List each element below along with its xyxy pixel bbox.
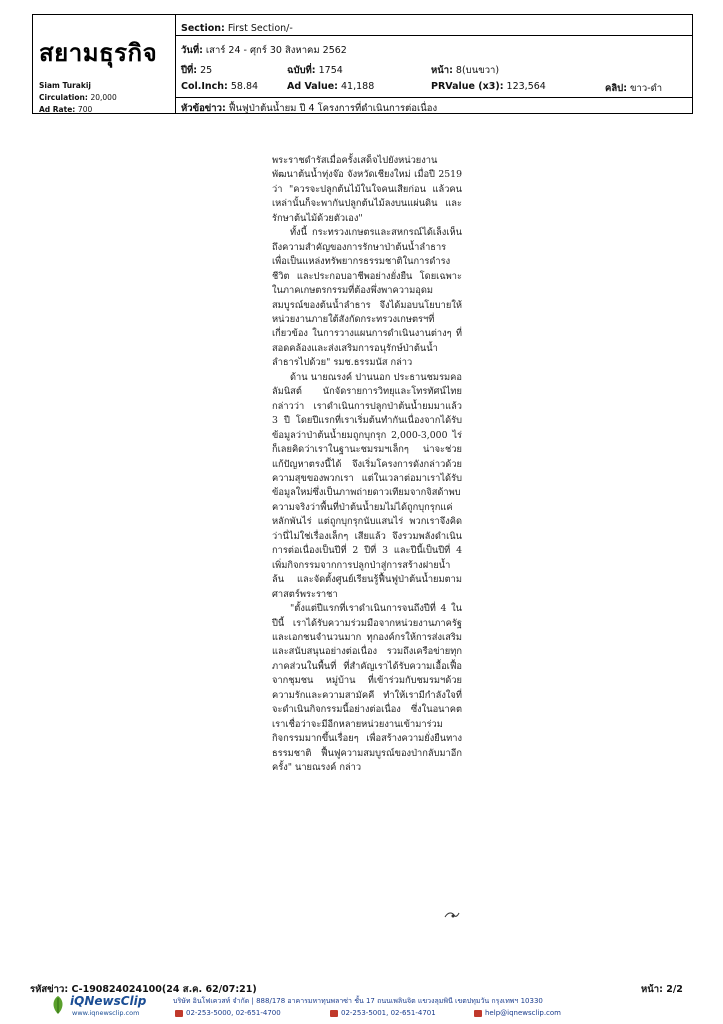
prvalue-label: PRValue (x3): bbox=[431, 81, 504, 92]
iqnewsclip-logo bbox=[48, 994, 168, 1020]
brand-name: iQNewsClip bbox=[70, 994, 147, 1008]
header-divider bbox=[175, 35, 692, 36]
article-body bbox=[272, 154, 462, 775]
headline-label: หัวข้อข่าว: bbox=[181, 103, 226, 114]
clip-label: คลิป: bbox=[605, 83, 628, 94]
year-label: ปีที่: bbox=[181, 65, 198, 76]
end-mark-icon bbox=[444, 910, 460, 923]
leaf-icon bbox=[48, 994, 68, 1016]
phone-value: 02-253-5000, 02-651-4700 bbox=[186, 1009, 281, 1017]
headline-value: ฟื้นฟูป่าต้นน้ำยม ปี 4 โครงการที่ดำเนินการต่อเนื่อง bbox=[228, 103, 438, 114]
issue-label: ฉบับที่: bbox=[287, 65, 316, 76]
section-row bbox=[181, 23, 293, 34]
page-info bbox=[431, 63, 499, 78]
publication-logo-cell bbox=[33, 15, 176, 114]
advalue-info bbox=[287, 81, 374, 92]
section-label: Section: bbox=[181, 23, 225, 34]
article-paragraph: ทั้งนี้ กระทรวงเกษตรและสหกรณ์ได้เล็งเห็นถึงความสำคัญของการรักษาป่าต้นน้ำลำธาร เพื่อเป็นแหล่งทรัพยากรธรรมชาติในการดำรงชีวิต และประกอบอาชีพอย่างยั่งยืน โดยเฉพาะในภาคเกษตรกรรมที่ต้องพึ่งพาความอุดมสมบูรณ์ของต้นน้ำลำธาร จึงได้มอบนโยบายให้หน่วยงานภายใต้สังกัดกระทรวงเกษตรฯที่เกี่ยวข้อง ในการวางแผนการดำเนินงานต่างๆ ที่สอดคล้องและส่งเสริมการอนุรักษ์ป่าต้นน้ำลำธารไปด้วย" รมช.ธรรมนัส กล่าว bbox=[272, 227, 462, 369]
page-counter-label: หน้า: bbox=[641, 984, 663, 995]
email-value[interactable]: help@iqnewsclip.com bbox=[485, 1009, 561, 1017]
fax-value: 02-253-5001, 02-651-4701 bbox=[341, 1009, 436, 1017]
headline-row bbox=[181, 101, 437, 116]
date-row bbox=[181, 43, 347, 58]
article-paragraph: พระราชดำรัสเมื่อครั้งเสด็จไปยังหน่วยงานพัฒนาต้นน้ำทุ่งจ๊อ จังหวัดเชียงใหม่ เมื่อปี 2519 ว่า "ควรจะปลูกต้นไม้ในใจคนเสียก่อน แล้วคนเหล่านั้นก็จะพากันปลูกต้นไม้ลงบนแผ่นดิน และรักษาต้นไม้ด้วยตัวเอง" bbox=[272, 155, 462, 224]
fax-icon bbox=[330, 1010, 338, 1017]
brand-url: www.iqnewsclip.com bbox=[72, 1009, 140, 1017]
company-address: บริษัท อินโฟเควสท์ จำกัด | 888/178 อาคารมหาทุนพลาซ่า ชั้น 17 ถนนเพลินจิต แขวงลุมพินี เขตปทุมวัน กรุงเทพฯ 10330 bbox=[173, 997, 543, 1005]
year-info bbox=[181, 63, 212, 78]
circulation-info bbox=[39, 93, 117, 102]
article-paragraph: "ตั้งแต่ปีแรกที่เราดำเนินการจนถึงปีที่ 4 ในปีนี้ เราได้รับความร่วมมือจากหน่วยงานภาครัฐและเอกชนจำนวนมาก ทุกองค์กรให้การส่งเสริมและสนับสนุนอย่างต่อเนื่อง รวมถึงเครือข่ายทุกภาคส่วนในพื้นที่ ที่สำคัญเราได้รับความเอื้อเฟื้อจากชุมชน หมู่บ้าน ที่เข้าร่วมกับชมรมฯด้วยความรักและความสามัคคี ทำให้เรามีกำลังใจที่จะดำเนินกิจกรรมนี้อย่างต่อเนื่อง ซึ่งในอนาคตเราเชื่อว่าจะมีอีกหลายหน่วยงานเข้ามาร่วมกิจกรรมมากขึ้นเรื่อยๆ เพื่อสร้างความยั่งยืนทางธรรมชาติ ฟื้นฟูความสมบูรณ์ของป่ากลับมาอีกครั้ง" นายณรงค์ กล่าว bbox=[272, 603, 462, 774]
email-icon bbox=[474, 1010, 482, 1017]
ad-rate-label: Ad Rate: bbox=[39, 105, 76, 114]
phone-icon bbox=[175, 1010, 183, 1017]
ad-rate-info bbox=[39, 105, 92, 114]
colinch-info bbox=[181, 81, 258, 92]
circulation-label: Circulation: bbox=[39, 93, 88, 102]
colinch-label: Col.Inch: bbox=[181, 81, 228, 92]
date-label: วันที่: bbox=[181, 45, 203, 56]
publication-name: Siam Turakij bbox=[39, 81, 91, 90]
date-value: เสาร์ 24 - ศุกร์ 30 สิงหาคม 2562 bbox=[205, 45, 347, 56]
fax-contact bbox=[330, 1009, 436, 1017]
ad-rate-value: 700 bbox=[77, 105, 93, 114]
news-reference-label: รหัสข่าว: bbox=[30, 984, 69, 995]
clip-info bbox=[605, 81, 662, 96]
article-paragraph: ด้าน นายณรงค์ ปานนอก ประธานชมรมคอลัมนิสต์ นักจัดรายการวิทยุและโทรทัศน์ไทย กล่าวว่า เราดำเนินการปลูกป่าต้นน้ำยมมาแล้ว 3 ปี โดยปีแรกที่เราเริ่มต้นทำกันเนื่องจากได้รับข้อมูลว่าป่าต้นน้ำยมถูกบุกรุก 2,000-3,000 ไร่ ก็เลยคิดว่าเราในฐานะชมรมฯเล็กๆ น่าจะช่วยแก้ปัญหาตรงนี้ได้ จึงเริ่มโครงการดังกล่าวด้วยความสุขของพวกเรา แต่ในเวลาต่อมาเราได้รับข้อมูลใหม่ซึ่งเป็นภาพถ่ายดาวเทียมจากจิสด้าพบความจริงว่าพื้นที่ป่าต้นน้ำยมไม่ได้ถูกบุกรุกแค่หลักพันไร่ แต่ถูกบุกรุกนับแสนไร่ พวกเราจึงคิดว่านี่ไม่ใช่เรื่องเล็กๆ เสียแล้ว จึงรวมพลังดำเนินการต่อเนื่องเป็นปีที่ 2 ปีที่ 3 และปีนี้เป็นปีที่ 4 เพิ่มกิจกรรมจากการปลูกป่าสู่การสร้างฝายน้ำล้น และจัดตั้งศูนย์เรียนรู้ฟื้นฟูป่าต้นน้ำยมตามศาสตร์พระราชา bbox=[272, 371, 462, 600]
page-label: หน้า: bbox=[431, 65, 453, 76]
advalue-value: 41,188 bbox=[341, 81, 375, 92]
year-value: 25 bbox=[200, 65, 213, 76]
advalue-label: Ad Value: bbox=[287, 81, 338, 92]
prvalue-info bbox=[431, 81, 546, 92]
header-divider bbox=[175, 97, 692, 98]
clip-value: ขาว-ดำ bbox=[630, 83, 663, 94]
page-counter bbox=[641, 982, 683, 997]
phone-contact bbox=[175, 1009, 281, 1017]
issue-info bbox=[287, 63, 343, 78]
publication-logo: สยามธุรกิจ bbox=[39, 38, 158, 67]
section-value: First Section/- bbox=[227, 23, 293, 34]
prvalue-value: 123,564 bbox=[506, 81, 546, 92]
page-value: 8(บนขวา) bbox=[455, 65, 500, 76]
clipping-header bbox=[32, 14, 693, 114]
email-contact[interactable] bbox=[474, 1009, 561, 1017]
colinch-value: 58.84 bbox=[230, 81, 259, 92]
page-counter-value: 2/2 bbox=[666, 984, 683, 995]
news-reference-value: C-190824024100(24 ส.ค. 62/07:21) bbox=[71, 984, 257, 995]
circulation-value: 20,000 bbox=[90, 93, 117, 102]
issue-value: 1754 bbox=[318, 65, 343, 76]
